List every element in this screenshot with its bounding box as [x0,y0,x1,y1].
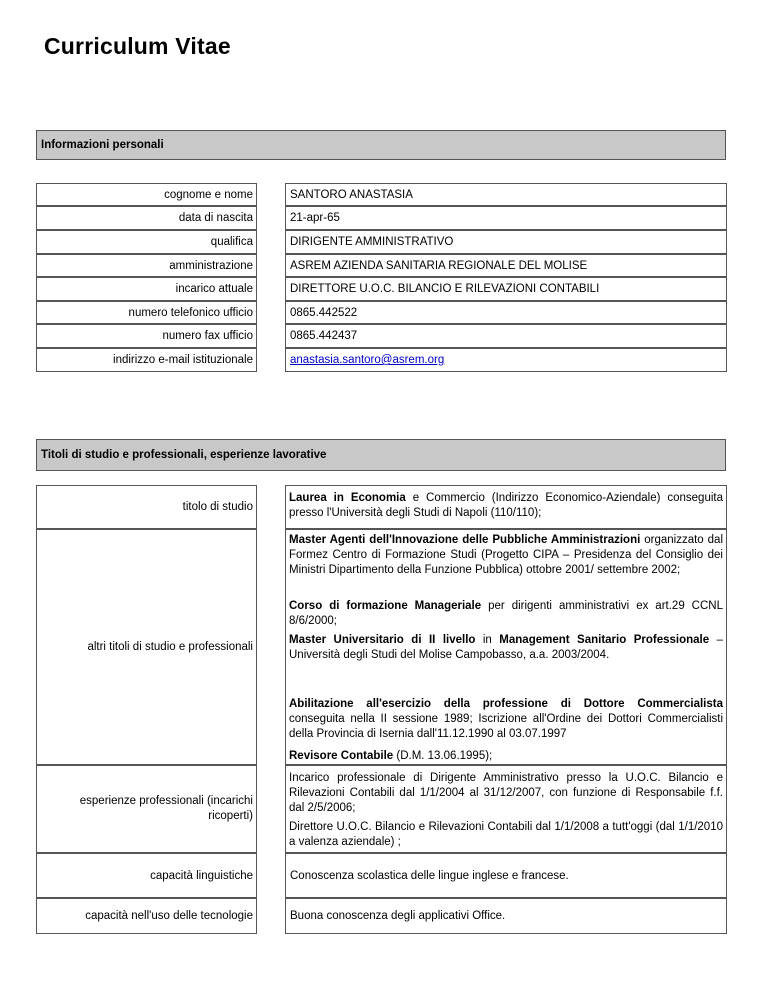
value-fax: 0865.442437 [285,324,727,348]
value-amministrazione: ASREM AZIENDA SANITARIA REGIONALE DEL MOLISE [285,254,727,277]
label-esperienze: esperienze professionali (incarichi ricoperti) [36,765,257,853]
label-tecnologie: capacità nell'uso delle tecnologie [36,898,257,934]
value-email [285,348,727,372]
altri-titoli-item: Revisore Contabile (D.M. 13.06.1995); [289,750,493,762]
section-heading-personal: Informazioni personali [36,130,726,160]
box-tecnologie: Buona conoscenza degli applicativi Office. [285,898,727,934]
label-titolo-studio: titolo di studio [36,485,257,529]
box-lingue: Conoscenza scolastica delle lingue inglese e francese. [285,853,727,898]
value-name: SANTORO ANASTASIA [285,183,727,206]
value-phone: 0865.442522 [285,301,727,324]
label-email: indirizzo e-mail istituzionale [36,348,257,372]
label-fax: numero fax ufficio [36,324,257,348]
esperienze-item: Direttore U.O.C. Bilancio e Rilevazioni Contabili dal 1/1/2008 a tutt'oggi (dal 1/1/2010 a valenza aziendale) ; [289,821,723,848]
altri-titoli-item: Abilitazione all'esercizio della professione di Dottore Commercialista conseguita nella II sessione 1989; Iscrizione all'Ordine dei Dottori Commercialisti della Provincia di Isernia dall'11.12.1990 al 03.07.1997 [289,698,723,740]
label-name: cognome e nome [36,183,257,206]
label-lingue: capacità linguistiche [36,853,257,898]
label-phone: numero telefonico ufficio [36,301,257,324]
email-link[interactable]: anastasia.santoro@asrem.org [290,354,445,366]
titolo-studio-text: Laurea in Economia e Commercio (Indirizzo Economico-Aziendale) conseguita presso l'Università degli Studi di Napoli (110/110); [289,492,723,519]
page-title: Curriculum Vitae [44,33,231,59]
value-qualifica: DIRIGENTE AMMINISTRATIVO [285,230,727,254]
label-incarico: incarico attuale [36,277,257,301]
altri-titoli-item: Master Universitario di II livello in Management Sanitario Professionale – Università degli Studi del Molise Campobasso, a.a. 2003/2004. [289,634,723,661]
esperienze-item: Incarico professionale di Dirigente Amministrativo presso la U.O.C. Bilancio e Rilevazioni Contabili dal 1/1/2004 al 31/12/2007, con funzione di Responsabile f.f. dal 2/5/2006; [289,772,723,814]
section-heading-studies: Titoli di studio e professionali, esperienze lavorative [36,439,726,471]
altri-titoli-item: Master Agenti dell'Innovazione delle Pubbliche Amministrazioni organizzato dal Formez Centro di Formazione Studi (Progetto CIPA – Presidenza del Consiglio dei Ministri Dipartimento della Funzione Pubblica) ottobre 2001/ settembre 2002; [289,534,723,576]
value-birthdate: 21-apr-65 [285,206,727,230]
label-birthdate: data di nascita [36,206,257,230]
value-incarico: DIRETTORE U.O.C. BILANCIO E RILEVAZIONI CONTABILI [285,277,727,301]
label-altri-titoli: altri titoli di studio e professionali [36,529,257,765]
altri-titoli-item: Corso di formazione Manageriale per dirigenti amministrativi ex art.29 CCNL 8/6/2000; [289,600,723,627]
label-amministrazione: amministrazione [36,254,257,277]
label-qualifica: qualifica [36,230,257,254]
